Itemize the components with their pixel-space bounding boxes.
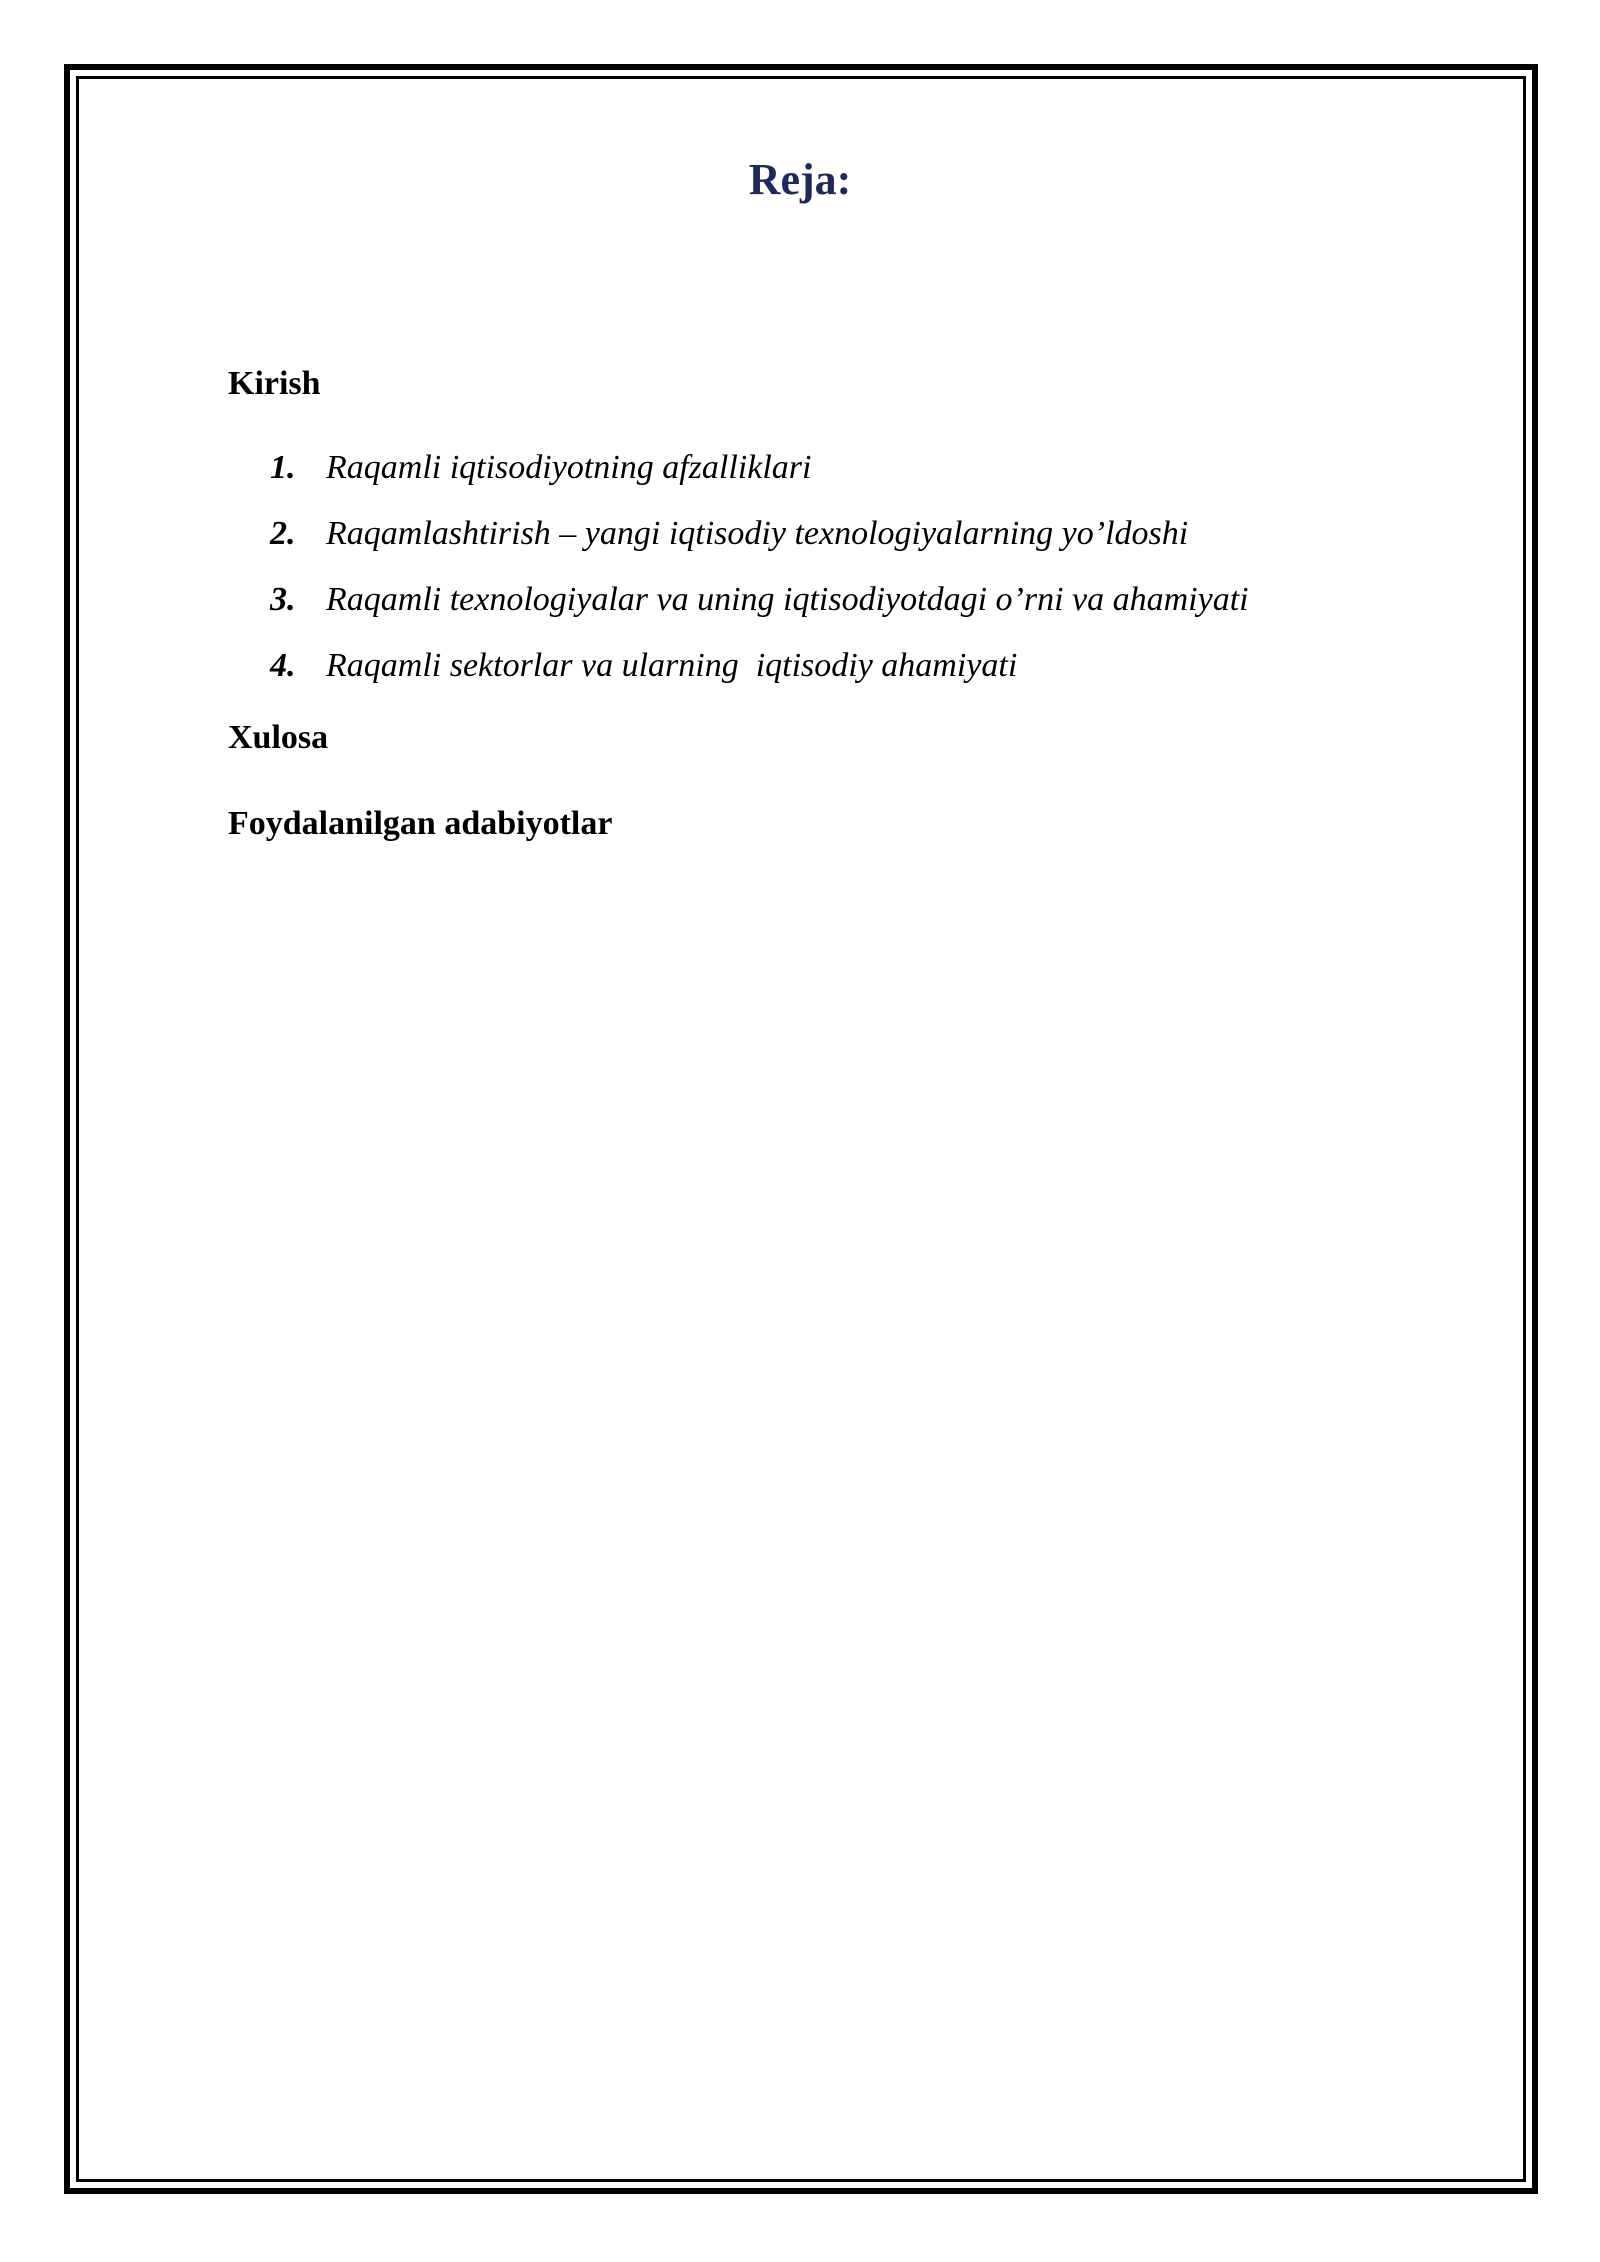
plan-item [270,512,1249,578]
plan-item [270,578,1249,644]
plan-item-text: Raqamli texnologiyalar va uning iqtisodiyotdagi o’rni va ahamiyati [326,581,1249,618]
plan-item-text: Raqamli iqtisodiyotning afzalliklari [326,449,812,486]
plan-list [270,446,1249,710]
page-title: Reja: [748,155,852,204]
plan-item-number: 1. [270,449,296,486]
plan-item-number: 3. [270,581,296,618]
plan-item-text: Raqamlashtirish – yangi iqtisodiy texnologiyalarning yo’ldoshi [326,515,1189,552]
plan-item-number: 4. [270,647,296,684]
section-intro: Kirish [228,365,321,402]
plan-item [270,644,1249,710]
section-conclusion: Xulosa [228,719,329,756]
plan-item-text: Raqamli sektorlar va ularning iqtisodiy ahamiyati [326,647,1018,684]
plan-item-number: 2. [270,515,296,552]
plan-item [270,446,1249,512]
section-references: Foydalanilgan adabiyotlar [228,805,613,842]
